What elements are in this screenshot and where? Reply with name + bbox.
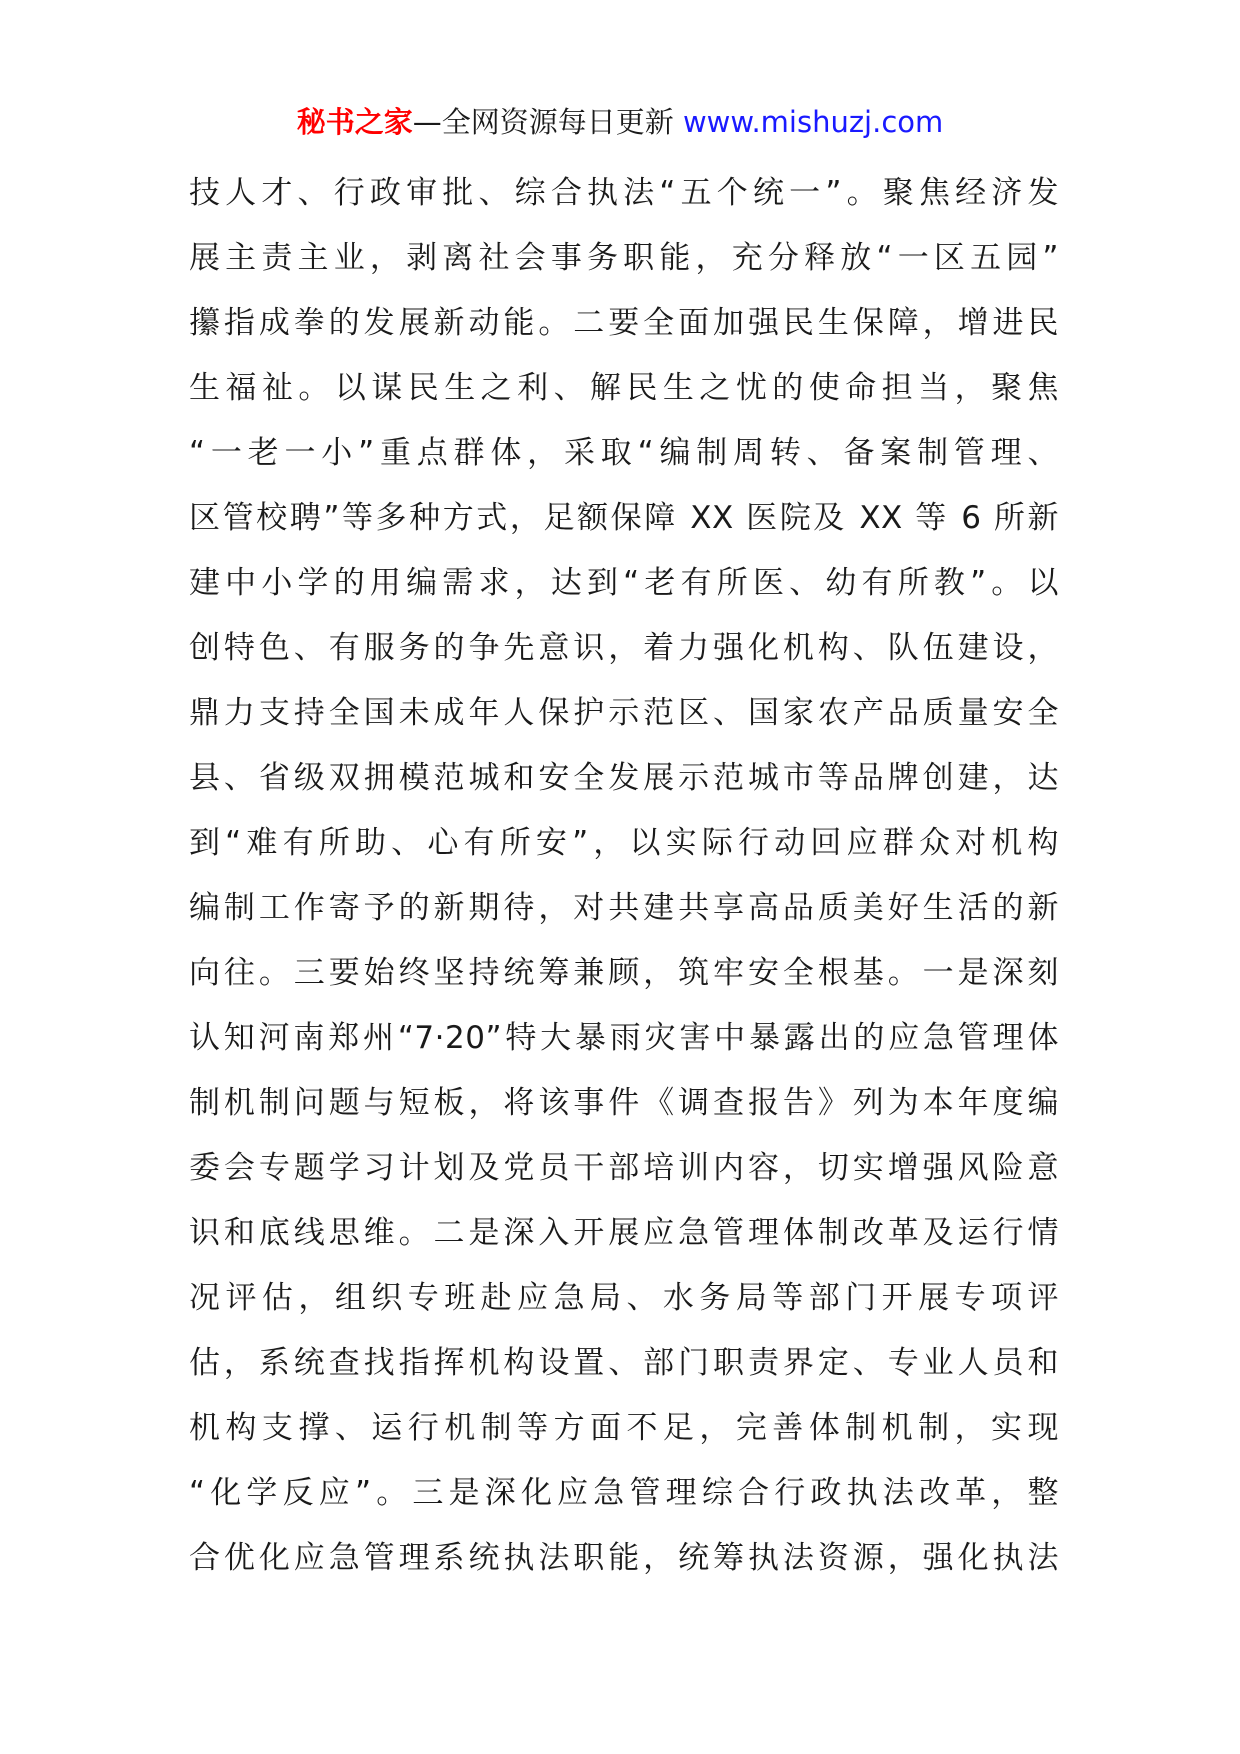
body-line: 创特色、有服务的争先意识，着力强化机构、队伍建设， bbox=[189, 630, 1059, 666]
body-line: “化学反应”。三是深化应急管理综合行政执法改革，整 bbox=[189, 1475, 1059, 1511]
body-line: 识和底线思维。二是深入开展应急管理体制改革及运行情 bbox=[189, 1215, 1059, 1251]
body-line: 到“难有所助、心有所安”，以实际行动回应群众对机构 bbox=[189, 825, 1059, 861]
body-line: 况评估，组织专班赴应急局、水务局等部门开展专项评 bbox=[189, 1280, 1059, 1316]
body-line: 机构支撑、运行机制等方面不足，完善体制机制，实现 bbox=[189, 1410, 1059, 1446]
body-line: 鼎力支持全国未成年人保护示范区、国家农产品质量安全 bbox=[189, 695, 1059, 731]
body-line: 估，系统查找指挥机构设置、部门职责界定、专业人员和 bbox=[189, 1345, 1059, 1381]
body-line: 认知河南郑州“7·20”特大暴雨灾害中暴露出的应急管理体 bbox=[189, 1020, 1059, 1056]
body-line: 编制工作寄予的新期待，对共建共享高品质美好生活的新 bbox=[189, 890, 1059, 926]
body-line: 展主责主业，剥离社会事务职能，充分释放“一区五园” bbox=[189, 240, 1059, 276]
body-line: 县、省级双拥模范城和安全发展示范城市等品牌创建，达 bbox=[189, 760, 1059, 796]
body-line: “一老一小”重点群体，采取“编制周转、备案制管理、 bbox=[189, 435, 1059, 471]
body-line: 制机制问题与短板，将该事件《调查报告》列为本年度编 bbox=[189, 1085, 1059, 1121]
site-url-link[interactable]: www.mishuzj.com bbox=[682, 105, 944, 139]
body-line: 委会专题学习计划及党员干部培训内容，切实增强风险意 bbox=[189, 1150, 1059, 1186]
body-line: 生福祉。以谋民生之利、解民生之忧的使命担当，聚焦 bbox=[189, 370, 1059, 406]
body-line: 技人才、行政审批、综合执法“五个统一”。聚焦经济发 bbox=[189, 175, 1059, 211]
document-body bbox=[189, 161, 1059, 1591]
body-line: 合优化应急管理系统执法职能，统筹执法资源，强化执法 bbox=[189, 1540, 1059, 1576]
page-header bbox=[0, 100, 1240, 144]
body-line: 向往。三要始终坚持统筹兼顾，筑牢安全根基。一是深刻 bbox=[189, 955, 1059, 991]
site-brand: 秘书之家 bbox=[296, 105, 413, 139]
body-line: 建中小学的用编需求，达到“老有所医、幼有所教”。以 bbox=[189, 565, 1059, 601]
body-line: 攥指成拳的发展新动能。二要全面加强民生保障，增进民 bbox=[189, 305, 1059, 341]
body-line: 区管校聘”等多种方式，足额保障 XX 医院及 XX 等 6 所新 bbox=[189, 500, 1059, 536]
site-tagline: —全网资源每日更新 bbox=[412, 105, 674, 139]
